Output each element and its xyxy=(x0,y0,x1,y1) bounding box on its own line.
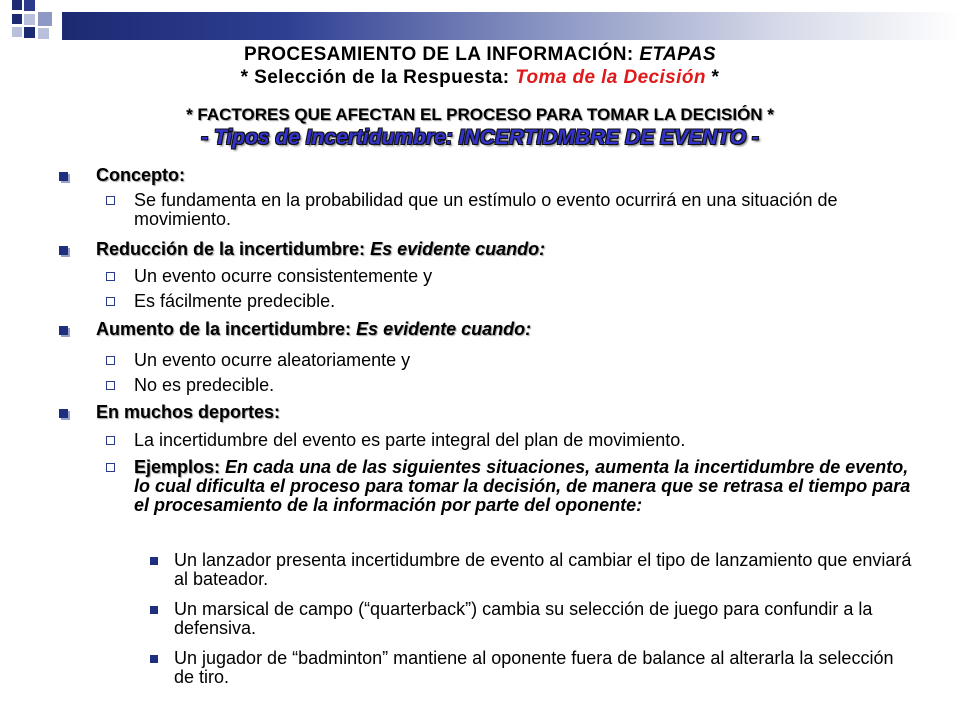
list-item: Un evento ocurre aleatoriamente y xyxy=(134,350,411,370)
square-bullet-icon xyxy=(59,246,68,255)
small-square-bullet-icon xyxy=(150,655,158,663)
square-bullet-icon xyxy=(59,409,68,418)
hollow-square-bullet-icon xyxy=(106,463,115,472)
hollow-square-bullet-icon xyxy=(106,196,115,205)
example-item: Un marsical de campo (“quarterback”) cambia su selección de juego para confundir a la defensiva. xyxy=(174,599,873,638)
list-item: La incertidumbre del evento es parte integral del plan de movimiento. xyxy=(134,430,686,450)
section-heading-deportes: En muchos deportes: xyxy=(96,402,281,422)
list-item: Es fácilmente predecible. xyxy=(134,291,336,311)
examples-paragraph: Ejemplos: En cada una de las siguientes situaciones, aumenta la incertidumbre de evento, lo cual dificulta el proceso para tomar la decisión, de manera que se retrasa el tiempo para el procesamiento de la información por parte del oponente: xyxy=(134,457,911,515)
square-bullet-icon xyxy=(59,326,68,335)
list-item: No es predecible. xyxy=(134,375,275,395)
slide-title-line2: * Selección de la Respuesta: Toma de la Decisión * xyxy=(240,67,720,88)
section-heading-concepto: Concepto: xyxy=(96,165,185,185)
square-bullet-icon xyxy=(59,172,68,181)
example-item: Un lanzador presenta incertidumbre de evento al cambiar el tipo de lanzamiento que enviará al bateador. xyxy=(174,550,912,589)
small-square-bullet-icon xyxy=(150,606,158,614)
hollow-square-bullet-icon xyxy=(106,297,115,306)
section-heading-aumento: Aumento de la incertidumbre: Es evidente cuando: xyxy=(96,319,532,339)
list-item: Un evento ocurre consistentemente y xyxy=(134,266,433,286)
hollow-square-bullet-icon xyxy=(106,356,115,365)
hollow-square-bullet-icon xyxy=(106,381,115,390)
example-item: Un jugador de “badminton” mantiene al oponente fuera de balance al alterarla la selección de tiro. xyxy=(174,648,894,687)
small-square-bullet-icon xyxy=(150,557,158,565)
hollow-square-bullet-icon xyxy=(106,272,115,281)
slide-title: PROCESAMIENTO DE LA INFORMACIÓN: ETAPAS xyxy=(244,44,716,65)
slide-subtitle: * FACTORES QUE AFECTAN EL PROCESO PARA TOMAR LA DECISIÓN * xyxy=(186,105,774,124)
list-item: Se fundamenta en la probabilidad que un estímulo o evento ocurrirá en una situación de movimiento. xyxy=(134,190,838,229)
slide-topic: - Tipos de Incertidumbre: INCERTIDMBRE DE EVENTO - xyxy=(201,126,759,149)
hollow-square-bullet-icon xyxy=(106,436,115,445)
section-heading-reduccion: Reducción de la incertidumbre: Es evidente cuando: xyxy=(96,239,546,259)
